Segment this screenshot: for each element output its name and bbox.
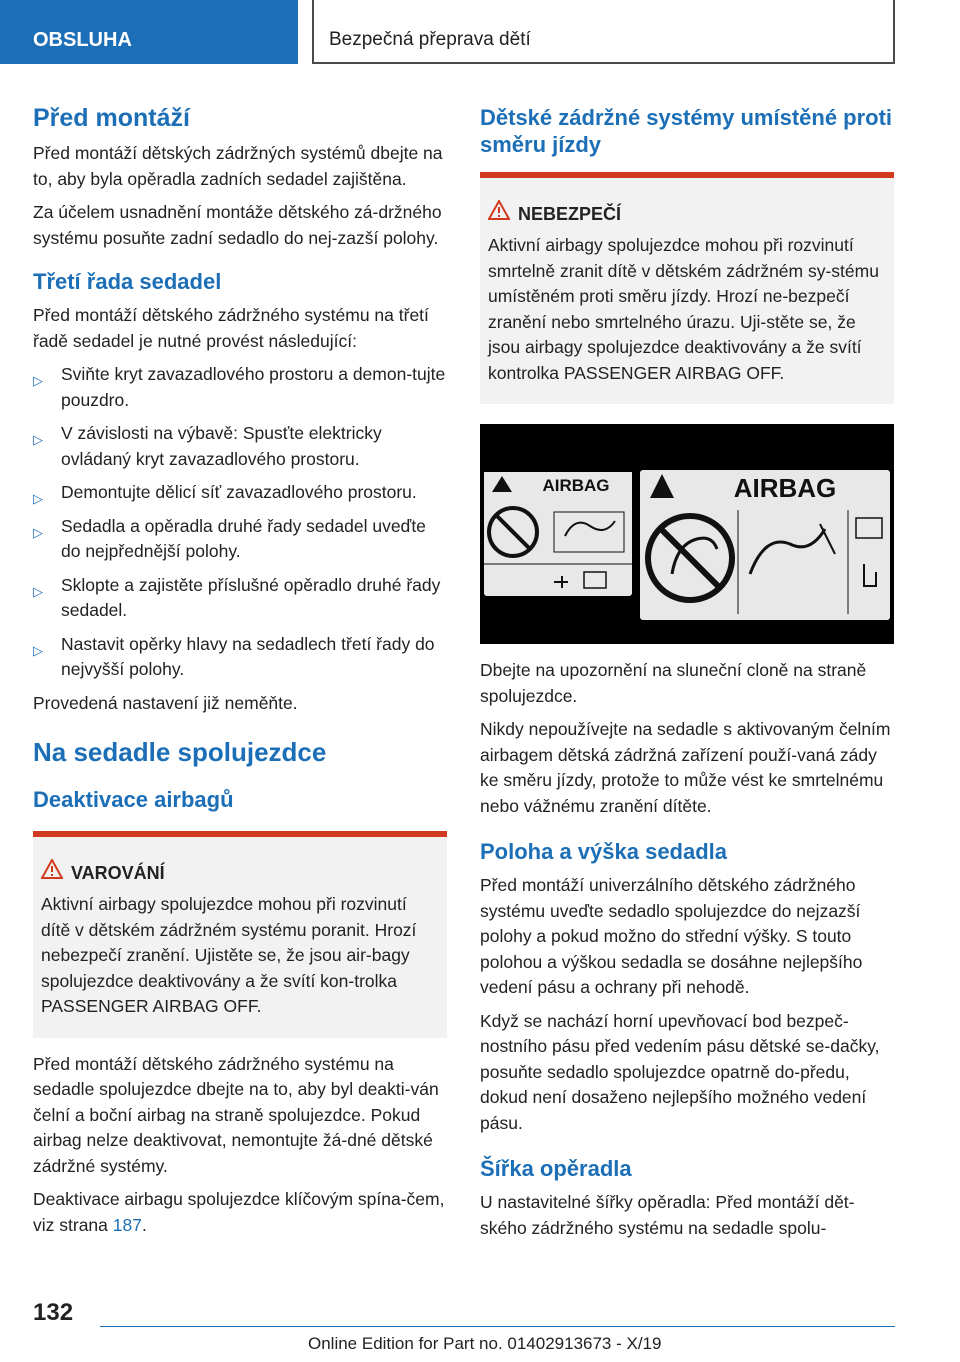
paragraph: Před montáží univerzálního dětského zádržného systému uveďte sedadlo spolujezdce do nejzazší polohy a pokud možno do střední výšky. S touto polohou a výškou sedadla se dosáhne nejlepšího vedení pásu a ochrany při nehodě. (480, 875, 863, 997)
left-column (33, 104, 447, 1246)
triangle-right-icon: ▷ (33, 583, 43, 599)
airbag-label-illustration (480, 424, 894, 644)
list-item: ▷ V závislosti na výbavě: Spusťte elektricky ovládaný kryt zavazadlového prostoru. (33, 423, 382, 469)
heading-poloha-vyska: Poloha a výška sedadla (480, 839, 728, 864)
paragraph: Dbejte na upozornění na sluneční cloně na straně spolujezdce. (480, 660, 867, 706)
list-item: ▷ Sviňte kryt zavazadlového prostoru a demon-tujte pouzdro. (33, 364, 446, 410)
heading-deaktivace: Deaktivace airbagů (33, 787, 234, 812)
right-column (480, 104, 894, 1249)
paragraph: Za účelem usnadnění montáže dětského zá-držného systému posuňte zadní sedadlo do nej-zazší polohy. (33, 202, 442, 248)
warning-text: Aktivní airbagy spolujezdce mohou při rozvinutí dítě v dětském zádržném systému poranit. Hrozí nebezpečí zranění. Ujistěte se, že jsou air-bagy spolujezdce deaktivovány a že svítí kon-trolka PASSENGER AIRBAG OFF. (41, 894, 417, 1016)
paragraph: Před montáží dětského zádržného systému na sedadle spolujezdce dbejte na to, aby byl deakti-ván čelní a boční airbag na straně spolujezdce. Pokud airbag nelze deaktivovat, nemontujte žá-dné dětské zádržné systémy. (33, 1053, 439, 1176)
footer-rule (100, 1326, 895, 1327)
big-airbag-text: AIRBAG (733, 473, 837, 503)
list-item: ▷ Sklopte a zajistěte příslušné opěradlo druhé řady sedadel. (33, 574, 441, 620)
warning-triangle-icon (41, 859, 71, 884)
danger-text: Aktivní airbagy spolujezdce mohou při rozvinutí smrtelně zranit dítě v dětském zádržném sy-stému umístěném proti směru jízdy. Hrozí ne-bezpečí zranění nebo smrtelného úrazu. Uji-stěte se, že jsou airbagy spolujezdce deaktivovány a že svítí kontrolka PASSENGER AIRBAG OFF. (488, 235, 879, 383)
paragraph: Nikdy nepoužívejte na sedadle s aktivovaným čelním airbagem dětská zádržná zařízení použí-vaná zády ke směru jízdy, protože to může vést ke smrtelnému nebo vážnému zranění dítěte. (480, 719, 891, 816)
heading-pred-montazi: Před montáží (33, 104, 190, 132)
triangle-right-icon: ▷ (33, 373, 43, 388)
page-number: 132 (33, 1299, 74, 1326)
triangle-right-icon: ▷ (33, 524, 43, 540)
paragraph: Když se nachází horní upevňovací bod bezpeč-nostního pásu před vedením pásu dětské se-dačky, posuňte sedadlo spolujezdce opatrně do-předu, dokud není dosaženo nejlepšího možného vedení pásu. (480, 1010, 880, 1133)
small-airbag-text: AIRBAG (542, 476, 610, 495)
heading-proti-smeru: Dětské zádržné systémy umístěné proti směru jízdy (480, 105, 893, 157)
list-item: ▷ Nastavit opěrky hlavy na sedadlech třetí řady do nejvyšší polohy. (33, 633, 435, 679)
heading-sirka-operadla: Šířka opěradla (480, 1156, 632, 1181)
triangle-right-icon: ▷ (33, 642, 43, 658)
warning-triangle-icon (488, 200, 518, 225)
page-link[interactable]: 187 (112, 1214, 142, 1235)
header-chapter: Bezpečná přeprava dětí (312, 0, 895, 64)
paragraph: Provedená nastavení již neměňte. (33, 692, 298, 713)
step-list (33, 362, 447, 683)
warning-box (33, 831, 447, 1038)
header-section: OBSLUHA (0, 0, 298, 64)
paragraph: Deaktivace airbagu spolujezdce klíčovým spína-čem, viz strana 187. (33, 1189, 445, 1235)
warning-title: VAROVÁNÍ (71, 863, 165, 883)
paragraph: Před montáží dětských zádržných systémů dbejte na to, aby byla opěradla zadních sedadel zajištěna. (33, 143, 443, 189)
triangle-right-icon: ▷ (33, 491, 43, 506)
heading-na-sedadle: Na sedadle spolujezdce (33, 737, 327, 767)
triangle-right-icon: ▷ (33, 432, 43, 447)
footer-edition: Online Edition for Part no. 01402913673 - X/19 (308, 1334, 662, 1353)
paragraph: U nastavitelné šířky opěradla: Před montáží dět-ského zádržného systému na sedadle spolu- (480, 1192, 855, 1238)
paragraph: Před montáží dětského zádržného systému na třetí řadě sedadel je nutné provést následující: (33, 305, 429, 351)
danger-title: NEBEZPEČÍ (518, 204, 622, 224)
heading-treti-rada: Třetí řada sedadel (33, 269, 222, 294)
airbag-label-figure (480, 424, 894, 644)
list-item: ▷ Sedadla a opěradla druhé řady sedadel uveďte do nejpřednější polohy. (33, 515, 426, 561)
list-item: ▷ Demontujte dělicí síť zavazadlového prostoru. (33, 480, 447, 506)
danger-box (480, 172, 894, 404)
